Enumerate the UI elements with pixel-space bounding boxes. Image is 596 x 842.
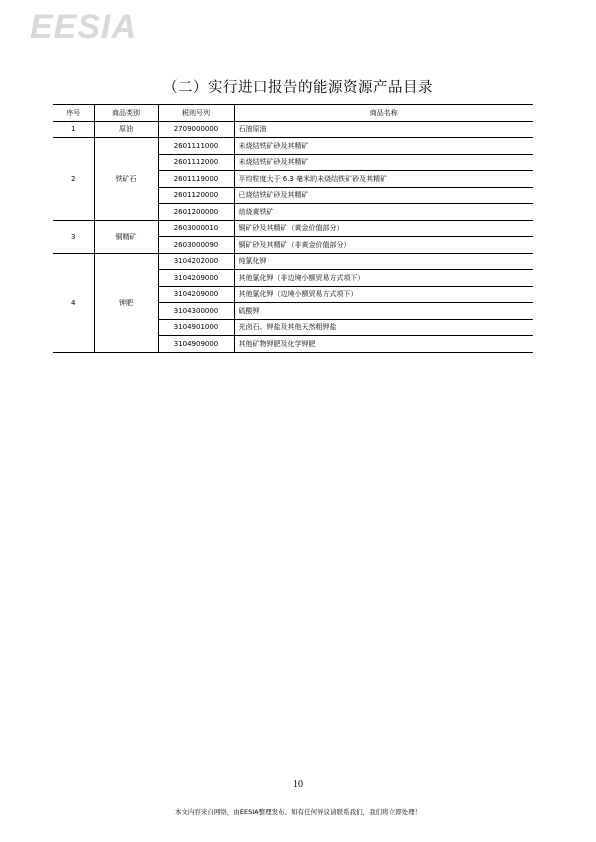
header-tariff-code: 税则号列	[158, 105, 234, 122]
tariff-code-cell: 3104909000	[158, 336, 234, 353]
product-name-cell: 光卤石、钾盐及其他天然粗钾盐	[234, 319, 533, 336]
product-name-cell: 硫酸钾	[234, 303, 533, 320]
product-name-cell: 其他矿物钾肥及化学钾肥	[234, 336, 533, 353]
product-name-cell: 铜矿砂及其精矿（非黄金价值部分）	[234, 237, 533, 254]
eesia-logo: EESIA	[30, 8, 138, 46]
page-title: （二）实行进口报告的能源资源产品目录	[163, 80, 433, 96]
product-name-cell: 未烧结铁矿砂及其精矿	[234, 138, 533, 155]
category-cell: 原油	[94, 121, 158, 138]
product-name-cell: 平均粒度大于 6.3 毫米的未烧结铁矿砂及其精矿	[234, 171, 533, 188]
tariff-code-cell: 2709000000	[158, 121, 234, 138]
product-name-cell: 已烧结铁矿砂及其精矿	[234, 187, 533, 204]
seq-cell: 3	[53, 220, 94, 253]
product-name-cell: 纯氯化钾	[234, 253, 533, 270]
table-row	[53, 253, 533, 270]
table-row	[53, 220, 533, 237]
page-number: 10	[293, 779, 303, 790]
product-name-cell: 未烧结铁矿砂及其精矿	[234, 154, 533, 171]
header-product-name: 商品名称	[234, 105, 533, 122]
table-row	[53, 121, 533, 138]
table-row	[53, 138, 533, 155]
seq-cell: 2	[53, 138, 94, 221]
product-name-cell: 焙烧黄铁矿	[234, 204, 533, 221]
category-cell: 钾肥	[94, 253, 158, 352]
header-seq: 序号	[53, 105, 94, 122]
tariff-code-cell: 2603000010	[158, 220, 234, 237]
tariff-code-cell: 2601200000	[158, 204, 234, 221]
product-list-table	[53, 104, 533, 353]
footer-notice: 本文内容来自网络，由EESIA整理发布。如有任何异议请联系我们，我们将立即处理！	[174, 808, 422, 816]
tariff-code-cell: 3104202000	[158, 253, 234, 270]
product-name-cell: 铜矿砂及其精矿（黄金价值部分）	[234, 220, 533, 237]
category-cell: 铜精矿	[94, 220, 158, 253]
category-cell: 铁矿石	[94, 138, 158, 221]
tariff-code-cell: 3104209000	[158, 270, 234, 287]
tariff-code-cell: 3104300000	[158, 303, 234, 320]
tariff-code-cell: 3104209000	[158, 286, 234, 303]
seq-cell: 1	[53, 121, 94, 138]
product-name-cell: 石油原油	[234, 121, 533, 138]
tariff-code-cell: 2601119000	[158, 171, 234, 188]
table-header-row	[53, 105, 533, 122]
header-category: 商品类别	[94, 105, 158, 122]
product-name-cell: 其他氯化钾（边境小额贸易方式项下）	[234, 286, 533, 303]
tariff-code-cell: 2601120000	[158, 187, 234, 204]
tariff-code-cell: 3104901000	[158, 319, 234, 336]
tariff-code-cell: 2603000090	[158, 237, 234, 254]
product-name-cell: 其他氯化钾（非边境小额贸易方式项下）	[234, 270, 533, 287]
tariff-code-cell: 2601111000	[158, 138, 234, 155]
tariff-code-cell: 2601112000	[158, 154, 234, 171]
seq-cell: 4	[53, 253, 94, 352]
